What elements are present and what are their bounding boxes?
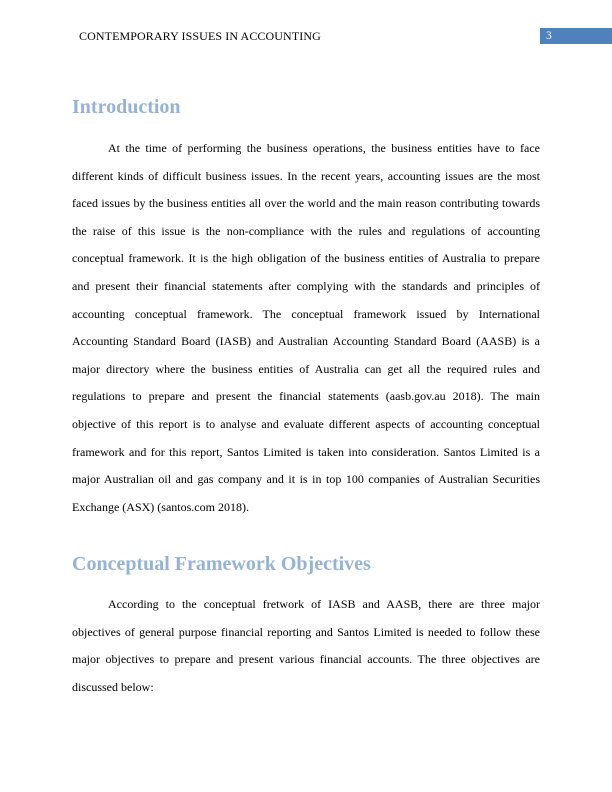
conceptual-framework-heading: Conceptual Framework Objectives bbox=[72, 553, 371, 575]
introduction-heading: Introduction bbox=[72, 96, 181, 118]
page-number-badge: 3 bbox=[540, 28, 612, 44]
conceptual-framework-paragraph: According to the conceptual fretwork of IASB and AASB, there are three major objectives of general purpose financial reporting and Santos Limited is needed to follow these major objectives to prepare and present various financial accounts. The three objectives are discussed below: bbox=[72, 597, 540, 694]
introduction-paragraph: At the time of performing the business operations, the business entities have to face different kinds of difficult business issues. In the recent years, accounting issues are the most faced issues by the business entities all over the world and the main reason contributing towards the raise of this issue is the non-compliance with the rules and regulations of accounting conceptual framework. It is the high obligation of the business entities of Australia to prepare and present their financial statements after complying with the standards and principles of accounting conceptual framework. The conceptual framework issued by International Accounting Standard Board (IASB) and Australian Accounting Standard Board (AASB) is a major directory where the business entities of Australia can get all the required rules and regulations to prepare and present the financial statements (aasb.gov.au 2018). The main objective of this report is to analyse and evaluate different aspects of accounting conceptual framework and for this report, Santos Limited is taken into consideration. Santos Limited is a major Australian oil and gas company and it is in top 100 companies of Australian Securities Exchange (ASX) (santos.com 2018). bbox=[72, 141, 540, 514]
page-header bbox=[0, 26, 612, 46]
header-title: CONTEMPORARY ISSUES IN ACCOUNTING bbox=[79, 29, 321, 43]
